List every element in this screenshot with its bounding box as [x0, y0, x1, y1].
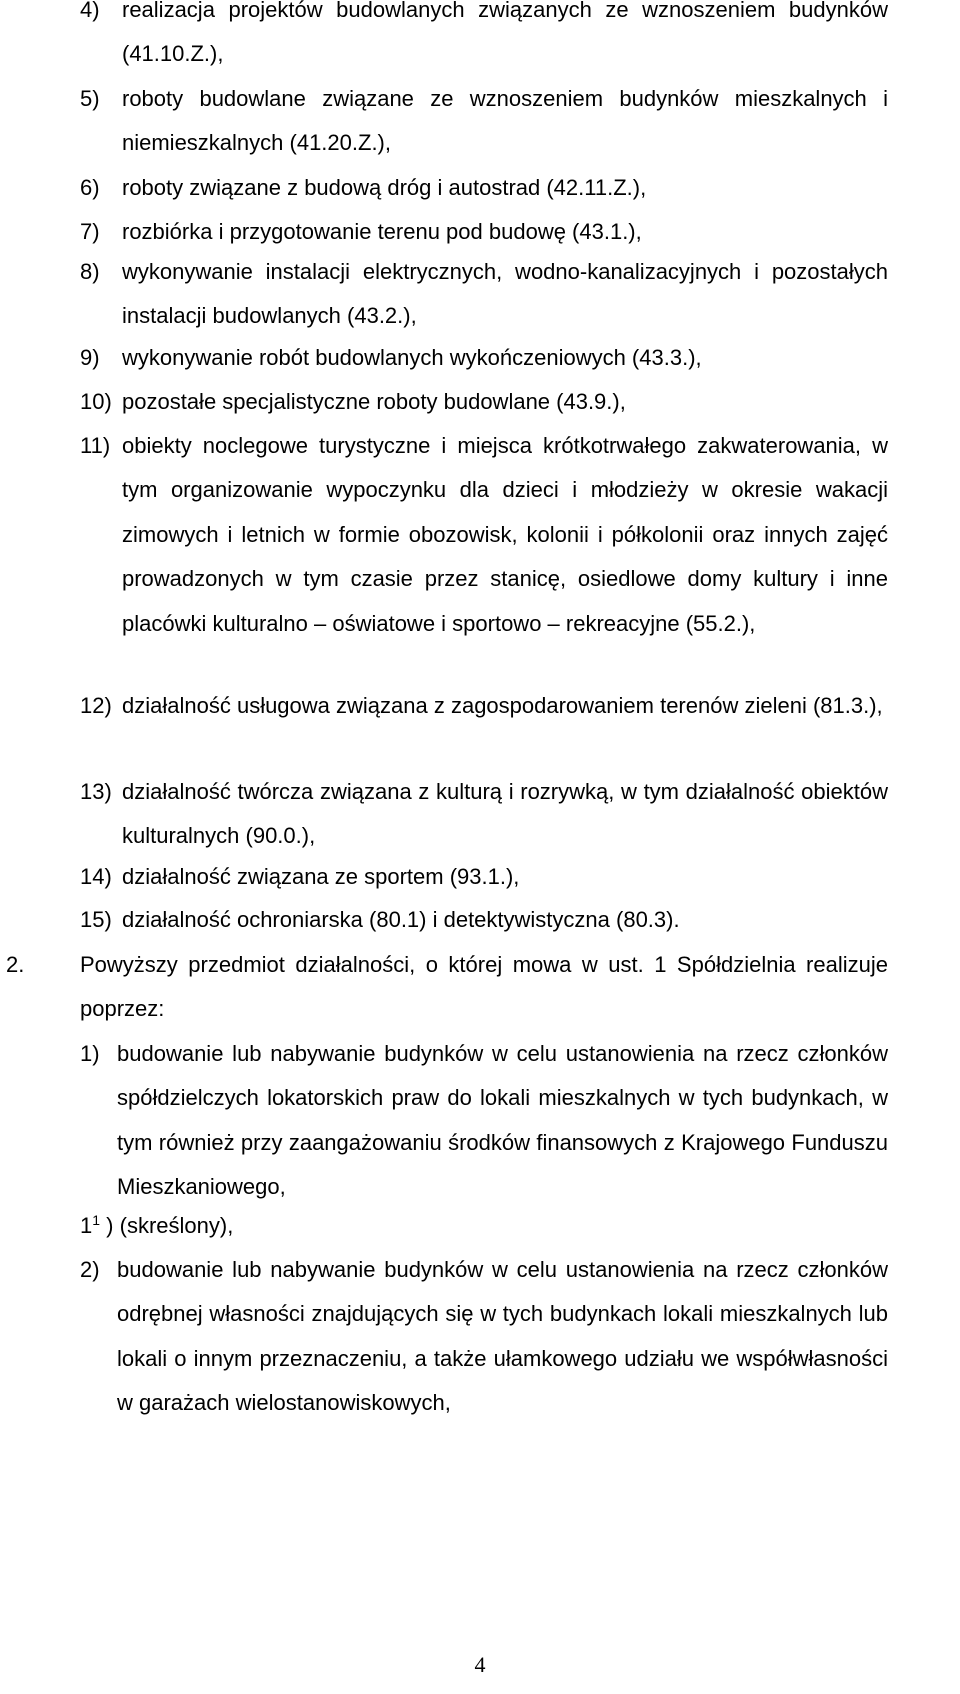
list-item-superscript: 1: [92, 1212, 101, 1228]
list-item: [80, 380, 888, 424]
list-item-number: 13): [80, 779, 112, 804]
list-item: [80, 336, 888, 380]
list-item-number: 15): [80, 907, 112, 932]
list-item: [80, 770, 888, 859]
list-item-text: działalność związana ze sportem (93.1.),: [122, 864, 520, 889]
list-item: [80, 1032, 888, 1210]
section-number: 2.: [6, 952, 25, 977]
list-item: [80, 898, 888, 942]
list-item: [80, 77, 888, 166]
list-item-number: 1): [80, 1041, 100, 1066]
list-item-number: 4): [80, 0, 100, 22]
section-paragraph: [6, 943, 888, 1032]
list-item-text: roboty budowlane związane ze wznoszeniem budynków mieszkalnych i niemieszkalnych (41.20.Z.),: [122, 86, 888, 156]
page-number: 4: [474, 1652, 486, 1677]
list-item: [80, 1204, 233, 1248]
list-item: [80, 0, 888, 77]
list-item-number: 10): [80, 389, 112, 414]
list-item-number: 8): [80, 259, 100, 284]
list-item-number: 7): [80, 219, 100, 244]
list-item-text: budowanie lub nabywanie budynków w celu ustanowienia na rzecz członków spółdzielczych lokatorskich praw do lokali mieszkalnych w tych budynkach, w tym również przy zaangażowaniu środków finansowych z Krajowego Funduszu Mieszkaniowego,: [117, 1041, 888, 1200]
list-item-text: działalność usługowa związana z zagospodarowaniem terenów zieleni (81.3.),: [122, 693, 883, 718]
list-item-text: realizacja projektów budowlanych związanych ze wznoszeniem budynków (41.10.Z.),: [122, 0, 888, 67]
list-item-text: wykonywanie instalacji elektrycznych, wodno-kanalizacyjnych i pozostałych instalacji budowlanych (43.2.),: [122, 259, 888, 329]
list-item-number: 12): [80, 693, 112, 718]
list-item: [80, 684, 888, 728]
list-item-text: obiekty noclegowe turystyczne i miejsca krótkotrwałego zakwaterowania, w tym organizowanie wypoczynku dla dzieci i młodzieży w okresie wakacji zimowych i letnich w formie obozowisk, kolonii i półkolonii oraz innych zajęć prowadzonych w tym czasie przez stanicę, osiedlowe domy kultury i inne placówki kulturalno – oświatowe i sportowo – rekreacyjne (55.2.),: [122, 433, 888, 636]
list-item-number: 2): [80, 1257, 100, 1282]
list-item-text: działalność twórcza związana z kulturą i rozrywką, w tym działalność obiektów kulturalnych (90.0.),: [122, 779, 888, 849]
list-item-number-close: ): [106, 1213, 114, 1238]
list-item-number: 9): [80, 345, 100, 370]
list-item: [80, 1248, 888, 1426]
list-item-text: (skreślony),: [119, 1213, 234, 1238]
list-item-text: rozbiórka i przygotowanie terenu pod budowę (43.1.),: [122, 219, 642, 244]
list-item-number: 6): [80, 175, 100, 200]
list-item-text: wykonywanie robót budowlanych wykończeniowych (43.3.),: [122, 345, 702, 370]
list-item: [80, 166, 888, 210]
list-item-number: 14): [80, 864, 112, 889]
list-item: [80, 855, 888, 899]
list-item-text: budowanie lub nabywanie budynków w celu ustanowienia na rzecz członków odrębnej własności znajdujących się w tych budynkach lokali mieszkalnych lub lokali o innym przeznaczeniu, a także ułamkowego udziału we współwłasności w garażach wielostanowiskowych,: [117, 1257, 888, 1416]
section-text: Powyższy przedmiot działalności, o której mowa w ust. 1 Spółdzielnia realizuje poprzez:: [80, 952, 888, 1022]
list-item-number: 5): [80, 86, 100, 111]
list-item-text: pozostałe specjalistyczne roboty budowlane (43.9.),: [122, 389, 626, 414]
list-item-number: 11): [80, 433, 111, 458]
list-item: [80, 250, 888, 339]
list-item-text: roboty związane z budową dróg i autostrad (42.11.Z.),: [122, 175, 647, 200]
list-item: [80, 210, 888, 254]
list-item-number: 1: [80, 1213, 93, 1238]
list-item: [80, 424, 888, 646]
list-item-text: działalność ochroniarska (80.1) i detektywistyczna (80.3).: [122, 907, 680, 932]
